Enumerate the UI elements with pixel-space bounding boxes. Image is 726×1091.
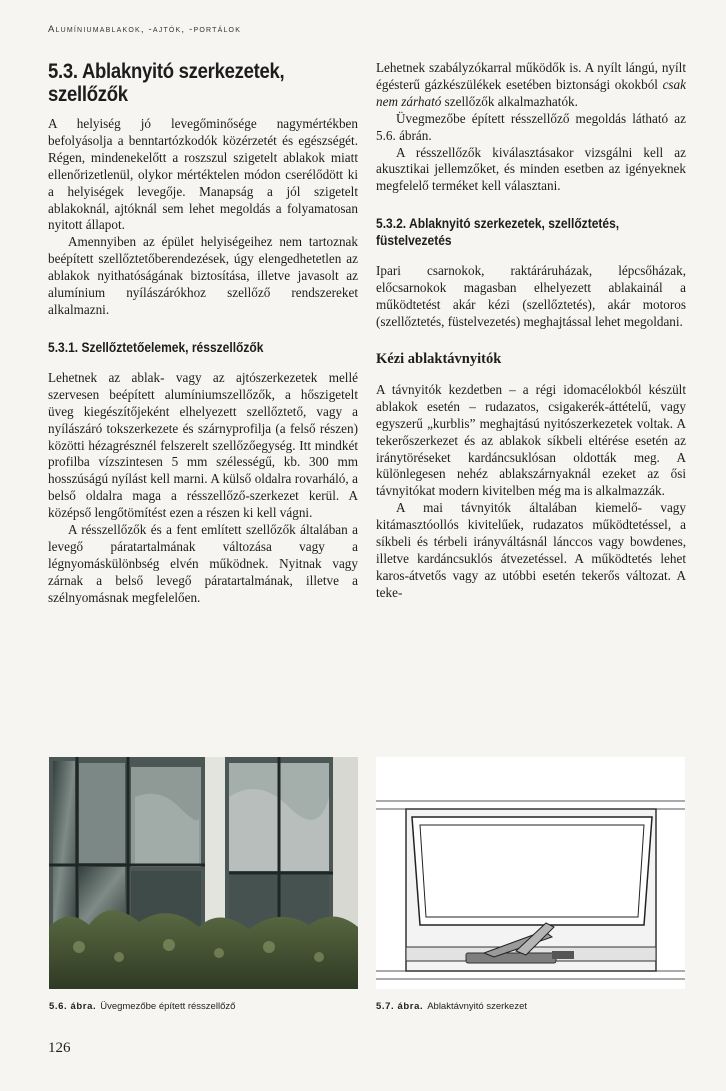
subsection-title: 5.3.1. Szellőztetőelemek, résszellőzők (48, 338, 264, 355)
facade-photo-image (49, 757, 358, 989)
subsection-title: 5.3.2. Ablaknyitó szerkezetek, szellőztetés, füstelvezetés (376, 215, 620, 249)
figure-facade-photo (49, 757, 358, 989)
figure-caption-text: Üvegmezőbe épített résszellőző (100, 1001, 236, 1012)
paragraph: Lehetnek az ablak- vagy az ajtószerkezetek mellé szervesen beépített alumíniumszellőzők, a hőszigetelt üveg kiegészítőjeként elhelyezett szellőztető, vagy a nyílászáró tokszerkezete és szárnyprofilja (a felső részen) közötti hézagrésznél felszerelt szellőzőegység. Itt mindkét profilba vízszintesen 5 mm szélességű, kb. 300 mm hosszúságú nyílást kell marni. A külső oldalra rovarháló, a belső oldalra maga a résszellőző-szerkezet kerül. A középső lengőtömítést ezen a részen ki kell vágni. (48, 369, 358, 521)
paragraph: A résszellőzők kiválasztásakor vizsgálni kell az akusztikai jellemzőket, és minden esetben az igényeknek megfelelő terméket kell választani. (376, 144, 686, 194)
paragraph: Ipari csarnokok, raktáráruházak, lépcsőházak, előcsarnokok magasban elhelyezett ablakainál a működtetést akár kézi (szellőztetés), akár motoros (szellőztetés, füstelvezetés) meghajtással lehet megoldani. (376, 263, 686, 329)
paragraph (376, 60, 686, 111)
paragraph: Amennyiben az épület helyiségeihez nem tartoznak beépített szellőztetőberendezések, úgy elengedhetetlen az ablakok nyithatóságának biztosítása, illetve javasolt az alumínium nyílászárókhoz szellőző rendszereket alkalmazni. (48, 234, 358, 317)
figure-window-opener (376, 757, 685, 989)
figure-caption (49, 1001, 235, 1012)
paragraph: A helyiség jó levegőminősége nagymértékben befolyásolja a benntartózkodók közérzetét és egészségét. Régen, mindenekelőtt a roszszul szigetelt ablakok miatt ellenőrizetlenül, olykor mértéktelen módon cserélődött ki a helyiségek levegője. Manapság a jól szigetelt ablakoknál, ajtóknál sem lehet megoldás a folyamatosan nyitott állapot. (48, 116, 358, 233)
paragraph-text: Lehetnek szabályzókarral működők is. A nyílt lángú, nyílt égésterű gázkészülékek esetében biztonsági okokból (376, 60, 686, 92)
section-title: 5.3. Ablaknyitó szerkezetek, szellőzők (48, 60, 285, 106)
figure-number: 5.6. ábra. (49, 1001, 97, 1012)
emphasis-text: csak nem zárható (376, 76, 686, 109)
figure-caption (376, 1001, 527, 1012)
page-number: 126 (48, 1040, 71, 1056)
figure-number: 5.7. ábra. (376, 1001, 424, 1012)
left-column (48, 60, 358, 607)
paragraph-text: szellőzők alkalmazhatók. (441, 93, 578, 109)
right-column (376, 60, 686, 602)
running-head: Alumíniumablakok, -ajtók, -portálok (48, 24, 242, 35)
figure-caption-text: Ablaktávnyitó szerkezet (427, 1001, 527, 1012)
window-opener-drawing (376, 757, 685, 989)
paragraph: Üvegmezőbe épített résszellőző megoldás látható az 5.6. ábrán. (376, 110, 686, 143)
subsubsection-title: Kézi ablaktávnyitók (376, 350, 502, 367)
paragraph: A távnyitók kezdetben – a régi idomacélokból készült ablakok esetén – rudazatos, csigakerék-áttételű, vagy egyszerű „kurblis” meghajtású nyitószerkezetek voltak. A tekerőszerkezet és az ablakok síkbeli eltérése esetén az iránytöréseket kardáncsuklósan oldották meg. A különlegesen nehéz ablakszárnyaknál ezeket az ősi távnyitókat modern kivitelben még ma is alkalmazzák. (376, 381, 686, 499)
paragraph: A résszellőzők és a fent említett szellőzők általában a levegő páratartalmának változása vagy a légnyomáskülönbség elvén működnek. Nyitnak vagy zárnak a belső levegő páratartalmának, illetve a szélnyomásnak megfelelően. (48, 522, 358, 605)
paragraph: A mai távnyitók általában kiemelő- vagy kitámasztóollós kivitelűek, rudazatos működtetéssel, a síkbeli és térbeli irányváltásnál lánccos vagy bowdenes, illetve kardáncsuklós átvezetéssel. A működtetés lehet karos-átvetős vagy az utóbbi esetén tekerős változat. A teke- (376, 500, 686, 600)
